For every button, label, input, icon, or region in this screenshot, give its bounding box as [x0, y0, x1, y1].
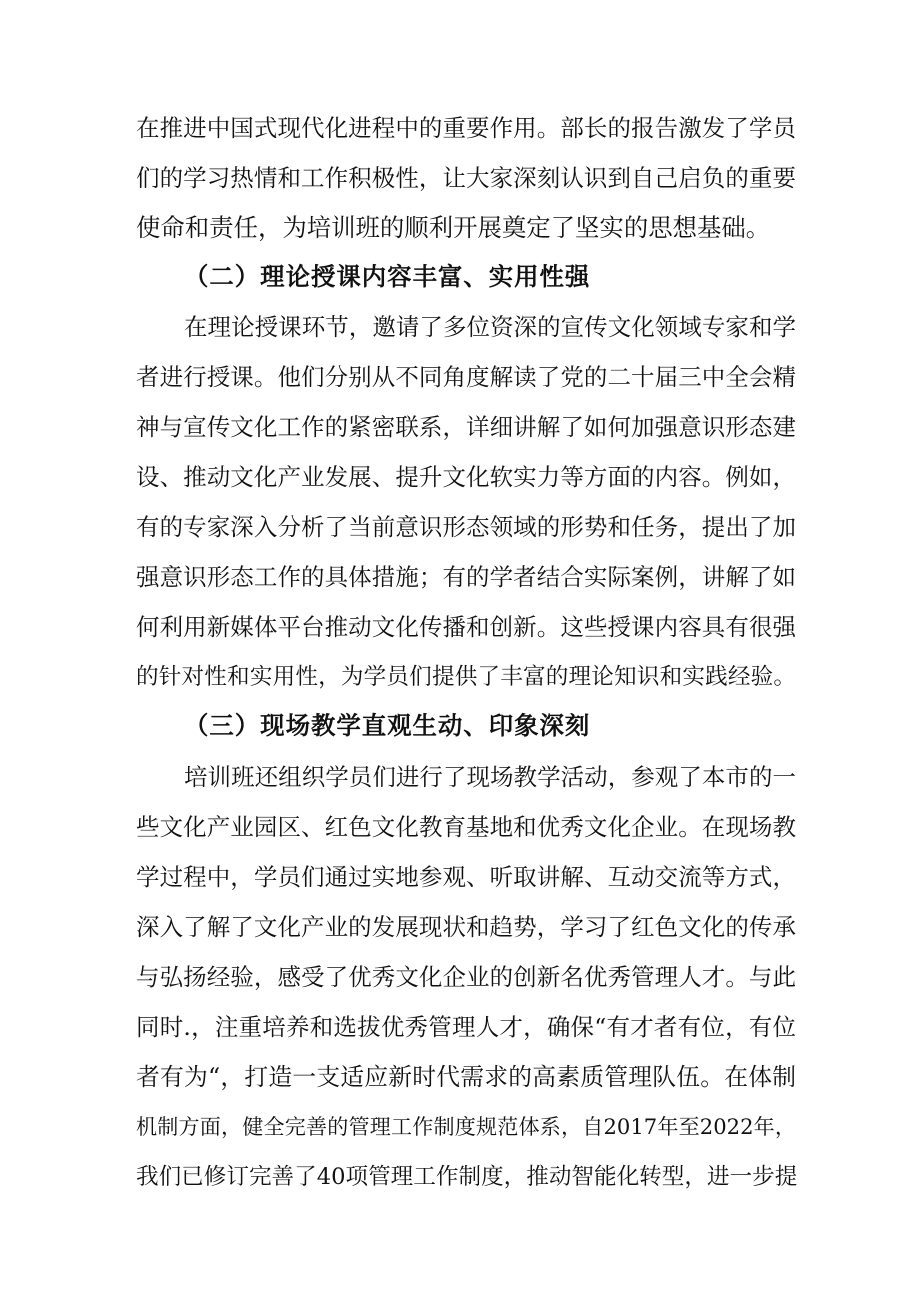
paragraph-2-line-1: 在理论授课环节，邀请了多位资深的宣传文化领域专家和学 — [184, 313, 796, 341]
paragraph-2-line-3: 神与宣传文化工作的紧密联系，详细讲解了如何加强意识形态建 — [136, 413, 796, 441]
paragraph-3-line-3: 学过程中，学员们通过实地参观、听取讲解、互动交流等方式， — [136, 863, 796, 891]
section-heading-2: （二）理论授课内容丰富、实用性强 — [184, 262, 591, 291]
paragraph-3-line-5: 与弘扬经验，感受了优秀文化企业的创新名优秀管理人才。与此 — [136, 963, 796, 991]
paragraph-3-line-8: 机制方面，健全完善的管理工作制度规范体系，自2017年至2022年， — [136, 1114, 796, 1139]
paragraph-2-line-6: 强意识形态工作的具体措施；有的学者结合实际案例，讲解了如 — [136, 563, 796, 591]
paragraph-2-line-8: 的针对性和实用性，为学员们提供了丰富的理论知识和实践经验。 — [136, 664, 796, 690]
paragraph-1-line-2: 们的学习热情和工作积极性，让大家深刻认识到自己启负的重要 — [136, 164, 796, 192]
paragraph-1-line-1: 在推进中国式现代化进程中的重要作用。部长的报告激发了学员 — [136, 114, 796, 142]
paragraph-1-line-3: 使命和责任，为培训班的顺利开展奠定了坚实的思想基础。 — [136, 213, 771, 242]
paragraph-3-line-7: 者有为“，打造一支适应新时代需求的高素质管理队伍。在体制 — [136, 1063, 796, 1091]
paragraph-2-line-7: 何利用新媒体平台推动文化传播和创新。这些授课内容具有很强 — [136, 613, 796, 641]
paragraph-3-line-2: 些文化产业园区、红色文化教育基地和优秀文化企业。在现场教 — [136, 813, 796, 841]
paragraph-2-line-2: 者进行授课。他们分别从不同角度解读了党的二十届三中全会精 — [136, 363, 796, 391]
paragraph-3-line-4: 深入了解了文化产业的发展现状和趋势，学习了红色文化的传承 — [136, 913, 796, 941]
paragraph-2-line-5: 有的专家深入分析了当前意识形态领域的形势和任务，提出了加 — [136, 513, 796, 541]
paragraph-3-line-9: 我们已修订完善了40项管理工作制度，推动智能化转型，进一步提 — [136, 1164, 798, 1190]
paragraph-2-line-4: 设、推动文化产业发展、提升文化软实力等方面的内容。例如， — [136, 463, 796, 491]
paragraph-3-line-1: 培训班还组织学员们进行了现场教学活动，参观了本市的一 — [184, 763, 796, 791]
paragraph-3-line-6: 同时.，注重培养和选拔优秀管理人才，确保“有才者有位，有位 — [136, 1013, 796, 1041]
section-heading-3: （三）现场教学直观生动、印象深刻 — [184, 711, 591, 740]
